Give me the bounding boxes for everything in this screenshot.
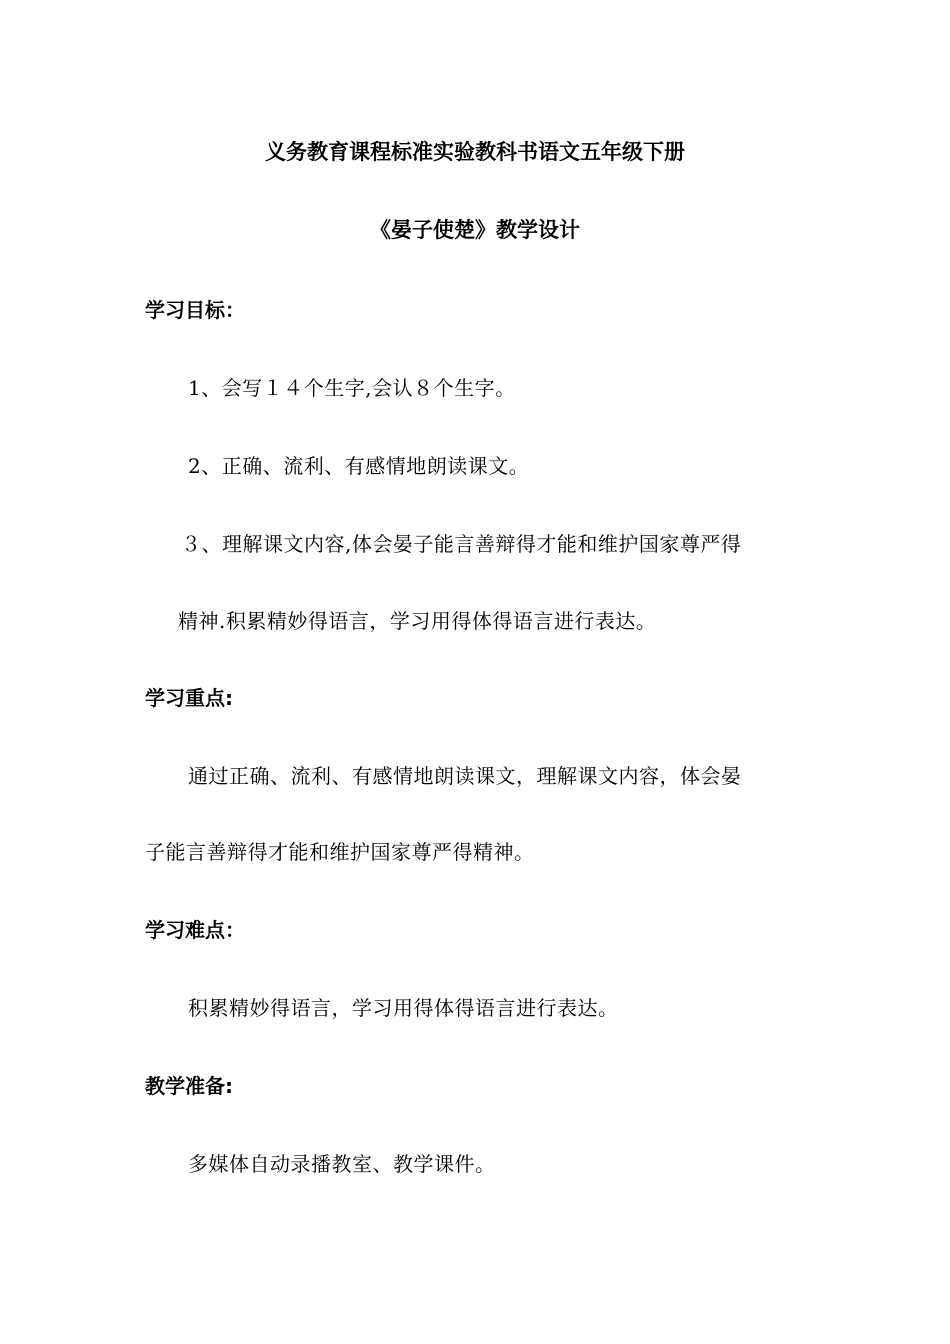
objective-item-3-line-2: 精神.积累精妙得语言，学习用得体得语言进行表达。 bbox=[178, 609, 657, 633]
objectives-heading: 学习目标： bbox=[145, 298, 245, 322]
key-points-line-2: 子能言善辩得才能和维护国家尊严得精神。 bbox=[145, 840, 535, 864]
preparation-heading: 教学准备: bbox=[145, 1074, 233, 1098]
document-title: 义务教育课程标准实验教科书语文五年级下册 bbox=[265, 140, 685, 164]
objective-item-2: 2、正确、流利、有感情地朗读课文。 bbox=[188, 454, 530, 478]
document-subtitle: 《晏子使楚》教学设计 bbox=[370, 218, 580, 242]
key-points-heading: 学习重点: bbox=[145, 686, 233, 710]
objective-item-3-line-1: ３、理解课文内容,体会晏子能言善辩得才能和维护国家尊严得 bbox=[181, 532, 742, 556]
key-points-line-1: 通过正确、流利、有感情地朗读课文，理解课文内容，体会晏 bbox=[188, 764, 742, 788]
difficulties-text: 积累精妙得语言，学习用得体得语言进行表达。 bbox=[188, 996, 619, 1020]
difficulties-heading: 学习难点： bbox=[145, 918, 245, 942]
objective-item-1: 1、会写１４个生字,会认８个生字。 bbox=[188, 376, 516, 400]
preparation-text: 多媒体自动录播教室、教学课件。 bbox=[188, 1152, 496, 1176]
